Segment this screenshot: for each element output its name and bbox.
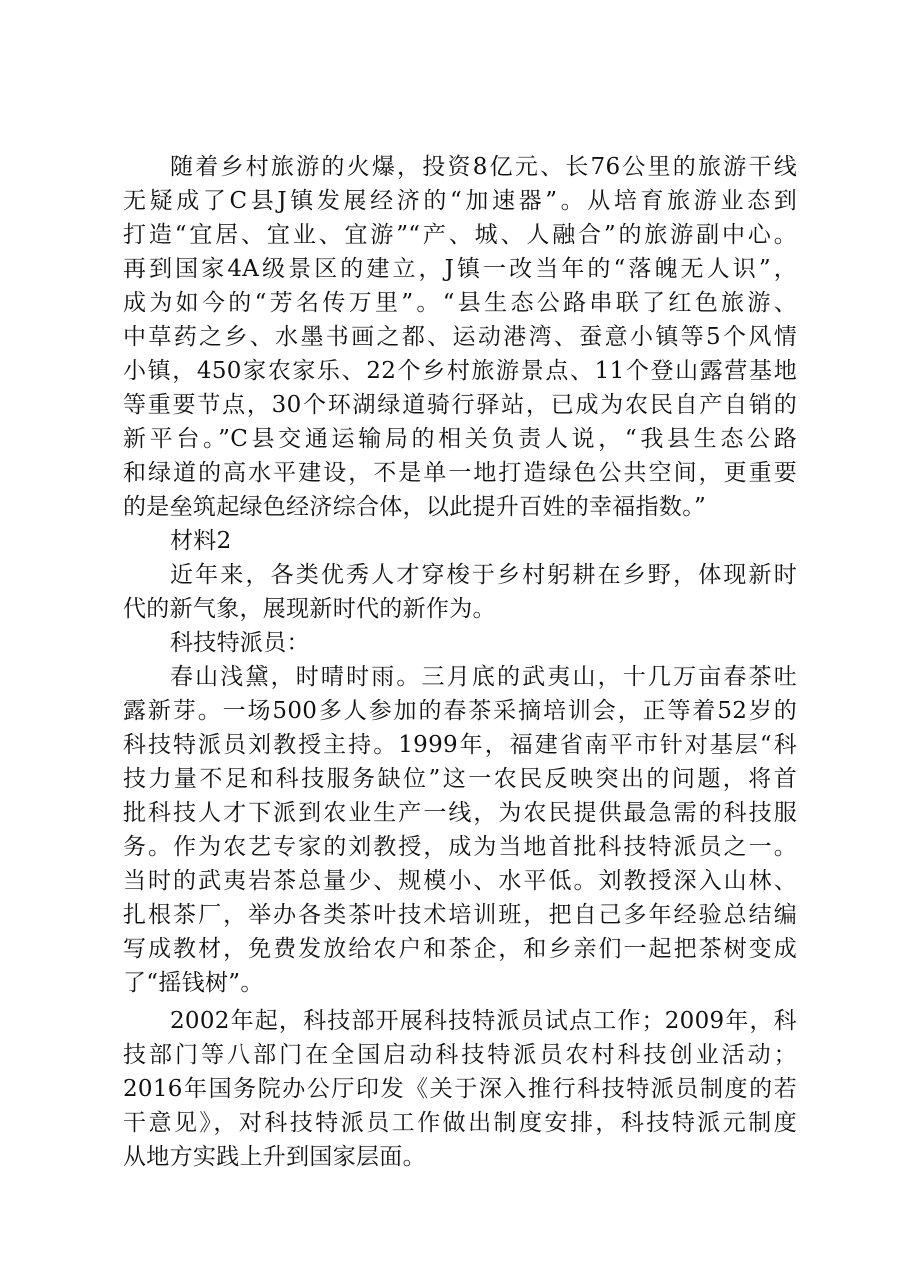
text-line: 近年来，各类优秀人才穿梭于乡村躬耕在乡野，体现新时 (170, 562, 797, 588)
text-line: 批科技人才下派到农业生产一线，为农民提供最急需的科技服 (123, 800, 797, 826)
text-line: 科技特派员刘教授主持。1999年，福建省南平市针对基层“科 (123, 732, 797, 758)
text-line: 春山浅黛，时晴时雨。三月底的武夷山，十几万亩春茶吐 (170, 664, 797, 690)
text-line: 2002年起，科技部开展科技特派员试点工作；2009年，科 (170, 1008, 797, 1034)
text-line: 干意见》，对科技特派员工作做出制度安排，科技特派元制度 (123, 1110, 797, 1136)
text-line: 和绿道的高水平建设，不是单一地打造绿色公共空间，更重要 (123, 460, 797, 486)
text-line: 技部门等八部门在全国启动科技特派员农村科技创业活动； (123, 1042, 797, 1068)
section-heading: 材料2 (170, 528, 232, 554)
text-line: 务。作为农艺专家的刘教授，成为当地首批科技特派员之一。 (123, 834, 797, 860)
text-line: 写成教材，免费发放给农户和茶企，和乡亲们一起把茶树变成 (123, 936, 797, 962)
text-line: 再到国家4A级景区的建立，J镇一改当年的“落魄无人识”， (123, 256, 797, 282)
document-body (123, 150, 797, 1174)
text-line: 了“摇钱树”。 (123, 970, 264, 996)
text-line: 新平台。”C县交通运输局的相关负责人说，“我县生态公路 (123, 426, 797, 452)
text-line: 等重要节点，30个环湖绿道骑行驿站，已成为农民自产自销的 (123, 392, 797, 418)
text-line: 成为如今的“芳名传万里”。“县生态公路串联了红色旅游、 (123, 290, 797, 316)
text-line: 露新芽。一场500多人参加的春茶采摘培训会，正等着52岁的 (123, 698, 797, 724)
text-line: 随着乡村旅游的火爆，投资8亿元、长76公里的旅游干线 (170, 154, 797, 180)
text-line: 打造“宜居、宜业、宜游”“产、城、人融合”的旅游副中心。 (123, 222, 797, 248)
text-line: 小镇，450家农家乐、22个乡村旅游景点、11个登山露营基地 (123, 358, 797, 384)
text-line: 从地方实践上升到国家层面。 (123, 1144, 426, 1170)
text-line: 当时的武夷岩茶总量少、规模小、水平低。刘教授深入山林、 (123, 868, 797, 894)
text-line: 扎根茶厂，举办各类茶叶技术培训班，把自己多年经验总结编 (123, 902, 797, 928)
text-line: 2016年国务院办公厅印发《关于深入推行科技特派员制度的若 (123, 1076, 797, 1102)
text-line: 代的新气象，展现新时代的新作为。 (123, 596, 496, 622)
text-line: 技力量不足和科技服务缺位”这一农民反映突出的问题，将首 (123, 766, 797, 792)
text-line: 无疑成了C县J镇发展经济的“加速器”。从培育旅游业态到 (123, 188, 797, 214)
subsection-heading: 科技特派员： (170, 630, 310, 656)
text-line: 的是垒筑起绿色经济综合体，以此提升百姓的幸福指数。” (123, 494, 707, 520)
text-line: 中草药之乡、水墨书画之都、运动港湾、蚕意小镇等5个风情 (123, 324, 797, 350)
